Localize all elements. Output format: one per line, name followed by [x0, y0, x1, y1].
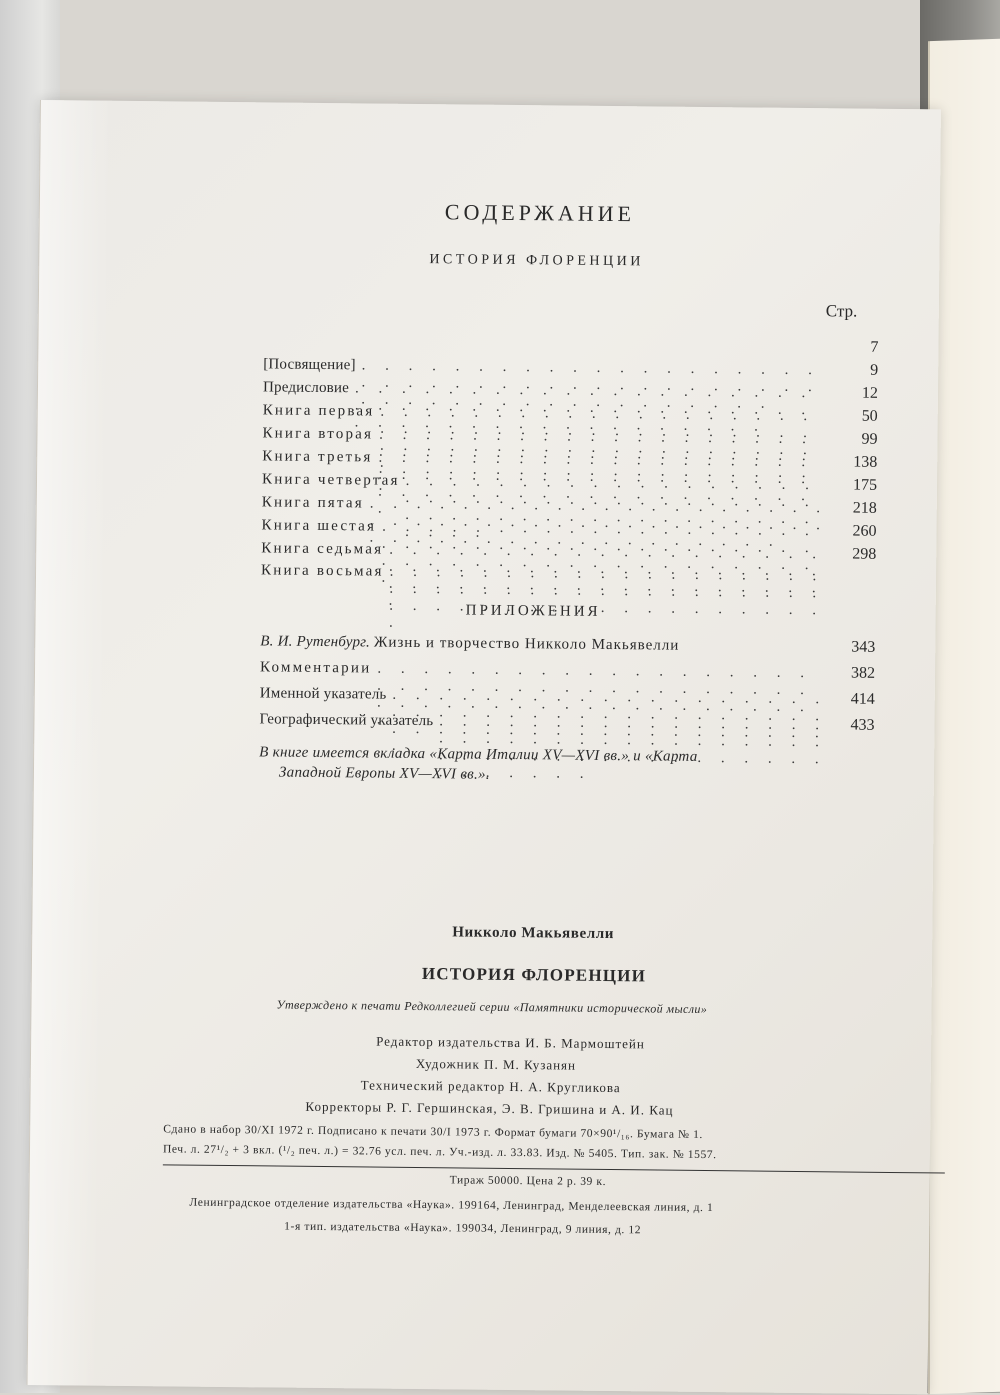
imprint-title: ИСТОРИЯ ФЛОРЕНЦИИ	[422, 964, 646, 986]
appendix-entry-title: Жизнь и творчество Никколо Макьявелли	[374, 635, 680, 654]
book-page	[27, 100, 941, 1394]
appendix-entry-title: Географический указатель	[259, 711, 433, 730]
toc-entry-title: Книга пятая	[262, 494, 364, 512]
appendix-list	[41, 100, 941, 109]
toc-entry-title: Предисловие	[263, 379, 349, 397]
insert-note-line: Западной Европы XV—XVI вв.».	[259, 762, 899, 789]
toc-entry-page: 7	[842, 338, 878, 356]
appendix-entry-page: 414	[839, 690, 875, 708]
toc-entry-page: 12	[842, 384, 878, 402]
toc-list	[41, 100, 941, 109]
page-fold-shadow	[28, 100, 111, 1386]
appendix-row	[260, 632, 875, 660]
toc-entry-title: Книга седьмая	[261, 540, 383, 558]
toc-entry-page: 260	[840, 522, 876, 540]
credit-line: Технический редактор Н. А. Кругликова	[361, 1077, 621, 1096]
toc-entry-title: Книга четвертая	[262, 471, 400, 489]
appendix-entry-title: Комментарии	[260, 659, 371, 677]
imprint-author: Никколо Макьявелли	[452, 924, 614, 943]
toc-entry-title: [Посвящение]	[263, 356, 356, 374]
toc-heading: СОДЕРЖАНИЕ	[445, 199, 635, 227]
toc-entry-page: 218	[841, 499, 877, 517]
appendix-heading: ПРИЛОЖЕНИЯ	[466, 602, 601, 620]
toc-entry-title: Книга вторая	[262, 425, 373, 443]
leader-dots	[389, 564, 834, 637]
toc-entry-page: 175	[841, 476, 877, 494]
toc-entry-title: Книга шестая	[261, 517, 376, 535]
appendix-entry	[260, 633, 679, 654]
tech-line: Сдано в набор 30/XI 1972 г. Подписано к печати 30/I 1973 г. Формат бумаги 70×90¹/₁₆. Бумага № 1.	[163, 1123, 703, 1141]
appendix-row	[260, 658, 875, 686]
toc-entry-page: 99	[841, 430, 877, 448]
appendix-entry-page: 382	[839, 664, 875, 682]
tech-line: 1-я тип. издательства «Наука». 199034, Ленинград, 9 линия, д. 12	[284, 1221, 641, 1237]
appendix-entry-page: 343	[839, 638, 875, 656]
toc-entry-page: 298	[840, 545, 876, 563]
toc-entry-title: Книга третья	[262, 448, 372, 466]
credit-line: Художник П. М. Кузанян	[416, 1056, 576, 1074]
toc-entry-page: 138	[841, 453, 877, 471]
toc-subheading: ИСТОРИЯ ФЛОРЕНЦИИ	[429, 252, 644, 270]
credit-line: Редактор издательства И. Б. Мармоштейн	[376, 1034, 645, 1053]
imprint-approval-note: Утверждено к печати Редколлегией серии «Памятники исторической мысли»	[276, 998, 707, 1018]
tech-line: Печ. л. 27¹/₂ + 3 вкл. (¹/₂ печ. л.) = 32.76 усл. печ. л. Уч.-изд. л. 33.83. Изд. № 5405. Тип. зак. № 1557.	[163, 1143, 717, 1161]
appendix-entry-author: В. И. Рутенбург.	[260, 633, 370, 650]
insert-note	[259, 742, 899, 789]
page-column-label: Стр.	[826, 301, 858, 321]
toc-entry-title: Книга восьмая	[261, 562, 384, 580]
appendix-entry-title: Именной указатель	[260, 685, 387, 703]
tech-line: Ленинградское отделение издательства «Наука». 199164, Ленинград, Менделеевская линия, д. 1	[189, 1197, 713, 1214]
credit-line: Корректоры Р. Г. Гершинская, Э. В. Гришина и А. И. Кац	[305, 1099, 673, 1119]
horizontal-rule	[163, 1164, 945, 1173]
tech-line: Тираж 50000. Цена 2 р. 39 к.	[450, 1174, 606, 1188]
toc-entry-page: 50	[842, 407, 878, 425]
toc-entry-title: Книга первая	[263, 402, 375, 420]
insert-note-line: В книге имеется вкладка «Карта Италии XV—XVI вв.» и «Карта	[259, 742, 899, 769]
appendix-entry-page: 433	[838, 716, 874, 734]
toc-entry-page: 9	[842, 361, 878, 379]
